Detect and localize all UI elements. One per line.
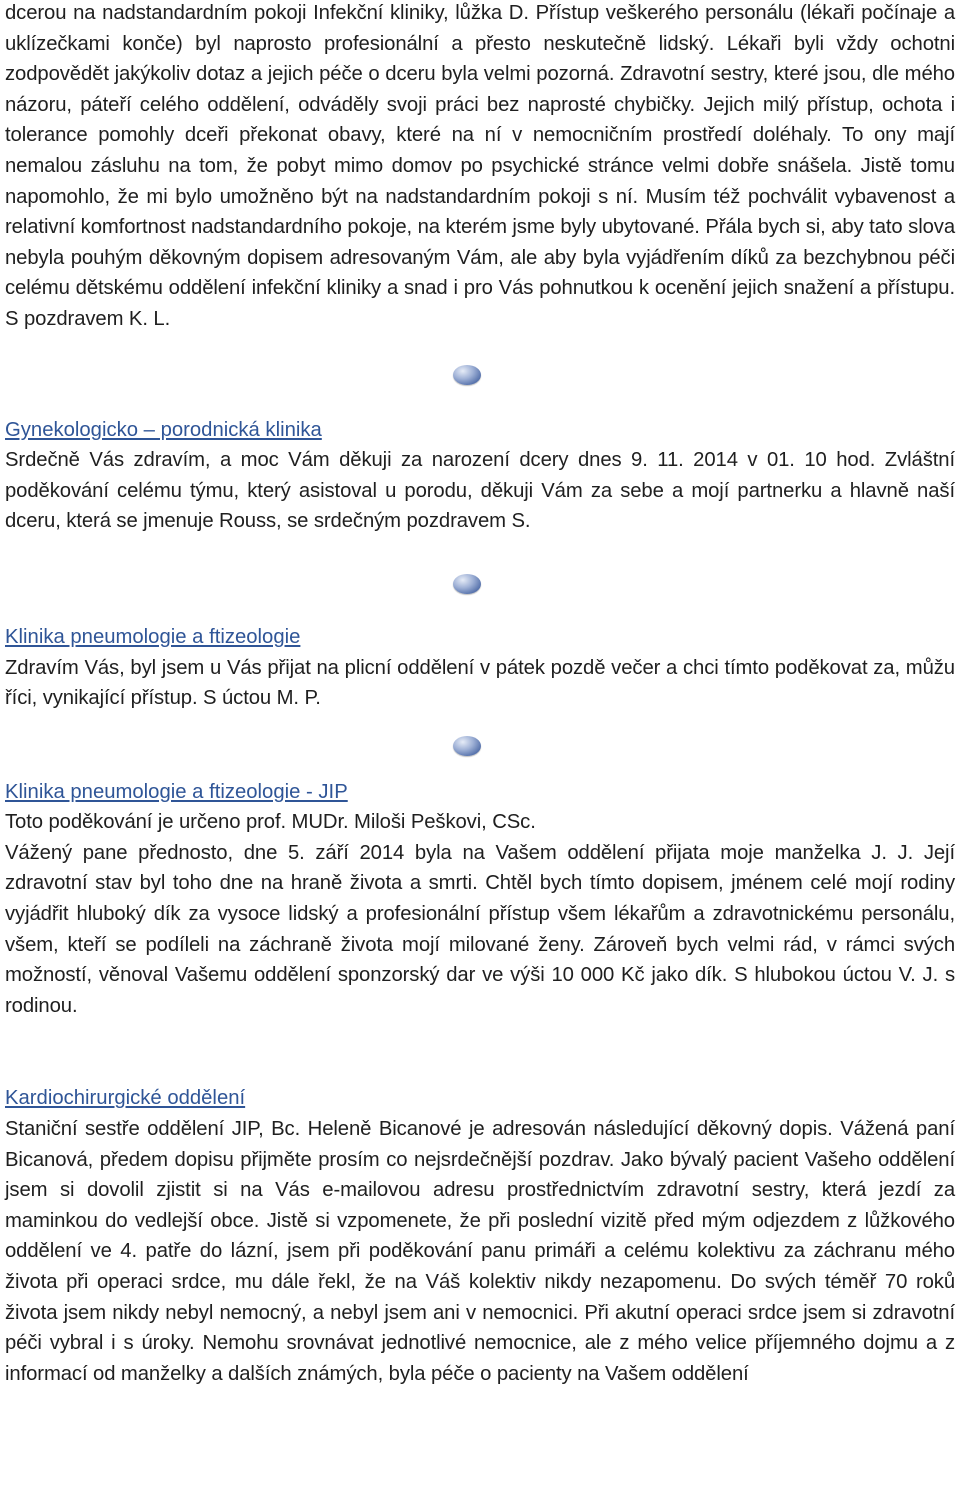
separator <box>5 537 955 622</box>
blue-bullet-icon <box>453 736 481 756</box>
section-heading[interactable]: Kardiochirurgické oddělení <box>5 1087 246 1110</box>
section-pneumologie <box>5 622 955 714</box>
separator <box>5 714 955 777</box>
section-addressee: Toto poděkování je určeno prof. MUDr. Miloši Peškovi, CSc. <box>5 811 536 834</box>
section-text: Zdravím Vás, byl jsem u Vás přijat na plicní oddělení v pátek pozdě večer a chci tímto poděkovat za, můžu říci, vynikající přístup. S úctou M. P. <box>5 656 955 710</box>
section-text: Staniční sestře oddělení JIP, Bc. Heleně Bicanové je adresován následující děkovný dopis. Vážená paní Bicanová, předem dopisu přijměte prosím co nejsrdečnější pozdrav. Jako bývalý pacient Vašeho oddělení jsem si dovolil zjistit si na Vás e-mailovou adresu prostřednictvím zdravotní sestry, která jezdí za maminkou do vedlejší obce. Jistě si vzpomenete, že při poslední vizitě před mým odjezdem z lůžkového oddělení ve 4. patře do lázní, jsem při poděkování panu primáři a celému kolektivu za záchranu mého života při operaci srdce, mu dále řekl, že na Váš kolektiv nikdy nezapomenu. Do svých téměř 70 roků života jsem nikdy nebyl nemocný, a nebyl jsem ani v nemocnici. Při akutní operaci srdce jsem si zdravotní péči vybral i s úroky. Nemohu srovnávat jednotlivé nemocnice, ale z mého velice příjemného dojmu a z informací od manželky a dalších známých, byla péče o pacienty na Vašem oddělení <box>5 1118 955 1385</box>
separator <box>5 335 955 415</box>
section-heading[interactable]: Klinika pneumologie a ftizeologie <box>5 625 301 648</box>
section-pneumologie-jip <box>5 777 955 1022</box>
section-text: Vážený pane přednosto, dne 5. září 2014 byla na Vašem oddělení přijata moje manželka J. J. Její zdravotní stav byl toho dne na hraně života a smrti. Chtěl bych tímto dopisem, jménem celé mojí rodiny vyjádřit hluboký dík za vysoce lidský a profesionální přístup všem lékařům a zdravotnickému personálu, všem, kteří se podíleli na záchraně života mojí milované ženy. Zároveň bych velmi rád, v rámci svých možností, věnoval Vašemu oddělení sponzorský dar ve výši 10 000 Kč jako dík. S hlubokou úctou V. J. s rodinou. <box>5 841 955 1017</box>
blue-bullet-icon <box>453 574 481 594</box>
spacer <box>5 1021 955 1083</box>
section-text: Srdečně Vás zdravím, a moc Vám děkuji za narození dcery dnes 9. 11. 2014 v 01. 10 hod. Zvláštní poděkování celému týmu, který asistoval u porodu, děkuji Vám za sebe a mojí partnerku a hlavně naší dceru, která se jmenuje Rouss, se srdečným pozdravem S. <box>5 449 955 533</box>
section-heading[interactable]: Gynekologicko – porodnická klinika <box>5 418 322 441</box>
intro-paragraph: dcerou na nadstandardním pokoji Infekční kliniky, lůžka D. Přístup veškerého personálu (lékaři počínaje a uklízečkami konče) byl naprosto profesionální a přesto neskutečně lidský. Lékaři byli vždy ochotni zodpovědět jakýkoliv dotaz a jejich péče o dceru byla velmi pozorná. Zdravotní sestry, které jsou, dle mého názoru, páteří celého oddělení, odváděly svoji práci bez naprosté chybičky. Jejich milý přístup, ochota i tolerance pomohly dceři překonat obavy, které na ní v nemocničním prostředí doléhaly. To ony mají nemalou zásluhu na tom, že pobyt mimo domov po psychické stránce velmi dobře snášela. Jistě tomu napomohlo, že mi bylo umožněno být na nadstandardním pokoji s ní. Musím též pochválit vybavenost a relativní komfortnost nadstandardního pokoje, na kterém jsme byly ubytované. Přála bych si, aby tato slova nebyla pouhým děkovným dopisem adresovaným Vám, ale aby byla vyjádřením díků za bezchybnou péči celému dětskému oddělení infekční kliniky a snad i pro Vás pohnutkou k ocenění jejich snažení a přístupu. S pozdravem K. L. <box>5 2 955 330</box>
document-page <box>5 0 955 1389</box>
blue-bullet-icon <box>453 365 481 385</box>
section-gynekologie <box>5 415 955 537</box>
section-heading[interactable]: Klinika pneumologie a ftizeologie - JIP <box>5 780 348 803</box>
section-kardiochirurgie <box>5 1083 955 1389</box>
